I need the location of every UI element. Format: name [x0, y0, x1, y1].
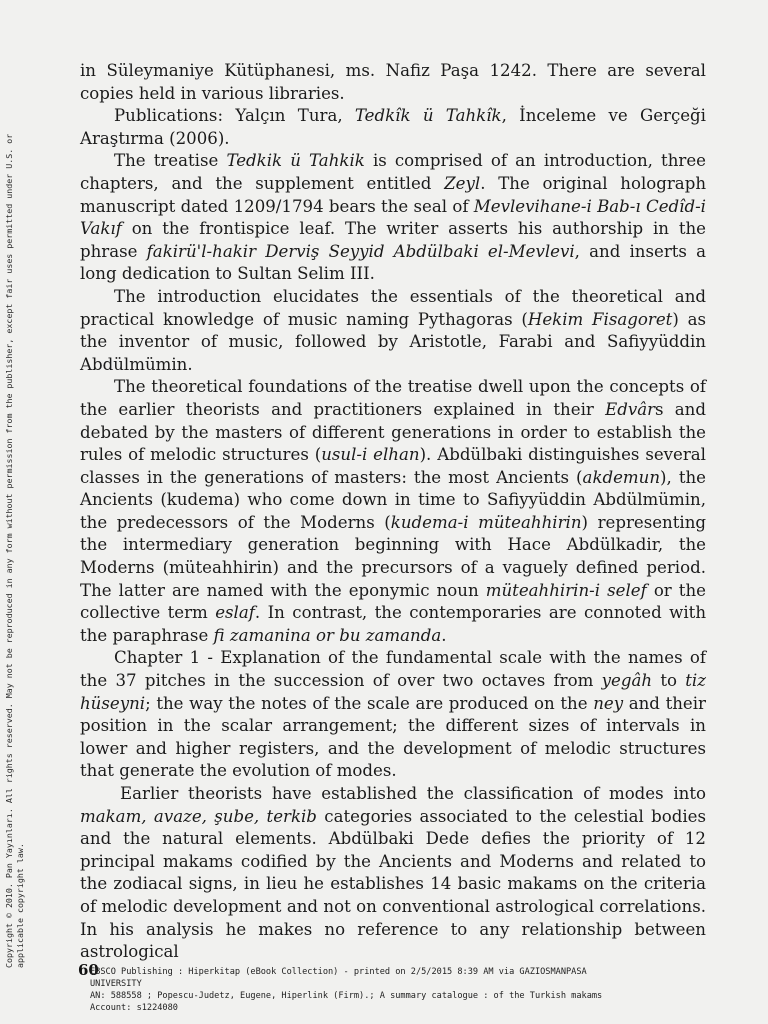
footer-line-4: Account: s1224080: [90, 1003, 178, 1013]
italic-term: fakirü'l-hakir Derviş Seyyid Abdülbaki el-Mevlevi: [146, 241, 575, 261]
footer-line-2: UNIVERSITY: [90, 979, 142, 989]
paragraph: [80, 647, 706, 783]
italic-term: fi zamanina or bu zamanda: [213, 625, 442, 645]
text-run: ; the way the notes of the scale are produced on the: [145, 693, 594, 713]
body-text: [80, 60, 706, 964]
text-run: to: [652, 671, 686, 691]
text-run: .: [441, 625, 447, 645]
text-run: Chapter 1 - Explanation of the fundamental scale with the names of the 37 pitches in the succession of over two octaves from: [80, 648, 706, 691]
text-run: , İnceleme ve Gerçeği Araştırma (2006).: [80, 106, 706, 148]
copyright-notice-line-1: Copyright © 2010. Pan Yayınları. All rights reserved. May not be reproduced in any form without permission from the publisher, except fair uses permitted under U.S. or: [4, 133, 14, 968]
ebsco-footer: [90, 966, 710, 1014]
italic-term: usul-i elhan: [321, 445, 420, 465]
text-run: The theoretical foundations of the treatise dwell upon the concepts of the earlier theorists and practitioners explained in their: [80, 377, 706, 419]
italic-term: Tedkik ü Tahkik: [226, 151, 365, 171]
text-run: in Süleymaniye Kütüphanesi, ms. Nafiz Paşa 1242. There are several copies held in various libraries.: [80, 61, 706, 103]
text-run: and their position in the scalar arrangement; the different sizes of intervals in lower and higher registers, and the development of melodic structures that generate the evolution of modes.: [80, 693, 706, 781]
text-run: The treatise: [114, 151, 227, 171]
page-number: 60: [78, 961, 99, 979]
copyright-notice-line-2: applicable copyright law.: [15, 843, 25, 968]
copyright-notice: [4, 88, 38, 968]
paragraph: [80, 150, 706, 286]
italic-term: müteahhirin-i selef: [485, 580, 647, 600]
italic-term: kudema-i müteahhirin: [390, 512, 582, 532]
text-run: ), the Ancients (kudema) who come down in time to Safiyyüddin Abdülmümin, the predecessors of the Moderns (: [80, 467, 706, 532]
italic-term: Zeyl: [444, 173, 481, 193]
italic-term: Mevlevihane-i Bab-ı Cedîd-i Vakıf: [80, 196, 706, 239]
italic-term: yegâh: [601, 671, 653, 691]
text-run: ) representing the intermediary generation beginning with Hace Abdülkadir, the Moderns (müteahhirin) and the precursors of a vaguely defined period. The latter are named with the eponymic noun: [80, 512, 706, 600]
text-run: . The original holograph manuscript dated 1209/1794 bears the seal of: [80, 173, 707, 216]
text-run: , and inserts a long dedication to Sultan Selim III.: [80, 241, 707, 284]
italic-term: Edvâr: [605, 399, 656, 419]
text-run: ) as the inventor of music, followed by Aristotle, Farabi and Safiyyüddin Abdülmümin.: [80, 309, 706, 374]
text-run: The introduction elucidates the essentials of the theoretical and practical knowledge of music naming Pythagoras (: [80, 286, 706, 329]
text-run: . In contrast, the contemporaries are connoted with the paraphrase: [80, 603, 706, 645]
italic-term: ney: [593, 693, 624, 713]
italic-term: eslaf: [215, 603, 255, 623]
footer-line-3: AN: 588558 ; Popescu-Judetz, Eugene, Hiperlink (Firm).; A summary catalogue : of the Turkish makams: [90, 991, 603, 1001]
paragraph: [80, 286, 706, 376]
italic-term: makam, avaze, şube, terkib: [80, 806, 317, 826]
text-run: Earlier theorists have established the classification of modes into: [120, 784, 706, 803]
text-run: s and debated by the masters of different generations in order to establish the rules of melodic structures (: [80, 399, 706, 465]
paragraph: [80, 376, 706, 647]
paragraph: [80, 105, 706, 150]
italic-term: akdemun: [582, 467, 661, 487]
italic-term: Hekim Fisagoret: [527, 309, 673, 329]
italic-term: Tedkîk ü Tahkîk: [354, 106, 502, 126]
paragraph: [80, 60, 706, 105]
text-run: on the frontispice leaf. The writer asserts his authorship in the phrase: [80, 219, 706, 261]
text-run: is comprised of an introduction, three chapters, and the supplement entitled: [80, 151, 706, 193]
text-run: ). Abdülbaki distinguishes several classes in the generations of masters: the most Ancients (: [80, 445, 706, 487]
text-run: categories associated to the celestial bodies and the natural elements. Abdülbaki Dede defies the priority of 12 principal makams codified by the Ancients and Moderns and related to the zodiacal signs, in lieu he establishes 14 basic makams on the criteria of melodic development and not on conventional astrological correlations. In his analysis he makes no reference to any relationship between astrological: [80, 806, 706, 962]
text-run: or the collective term: [80, 580, 706, 623]
footer-line-1: EBSCO Publishing : Hiperkitap (eBook Collection) - printed on 2/5/2015 8:39 AM via GAZIOSMANPASA: [90, 967, 587, 977]
paragraph: [80, 783, 706, 964]
text-run: Publications: Yalçın Tura,: [114, 106, 355, 126]
italic-term: tiz hüseyni: [80, 671, 706, 713]
